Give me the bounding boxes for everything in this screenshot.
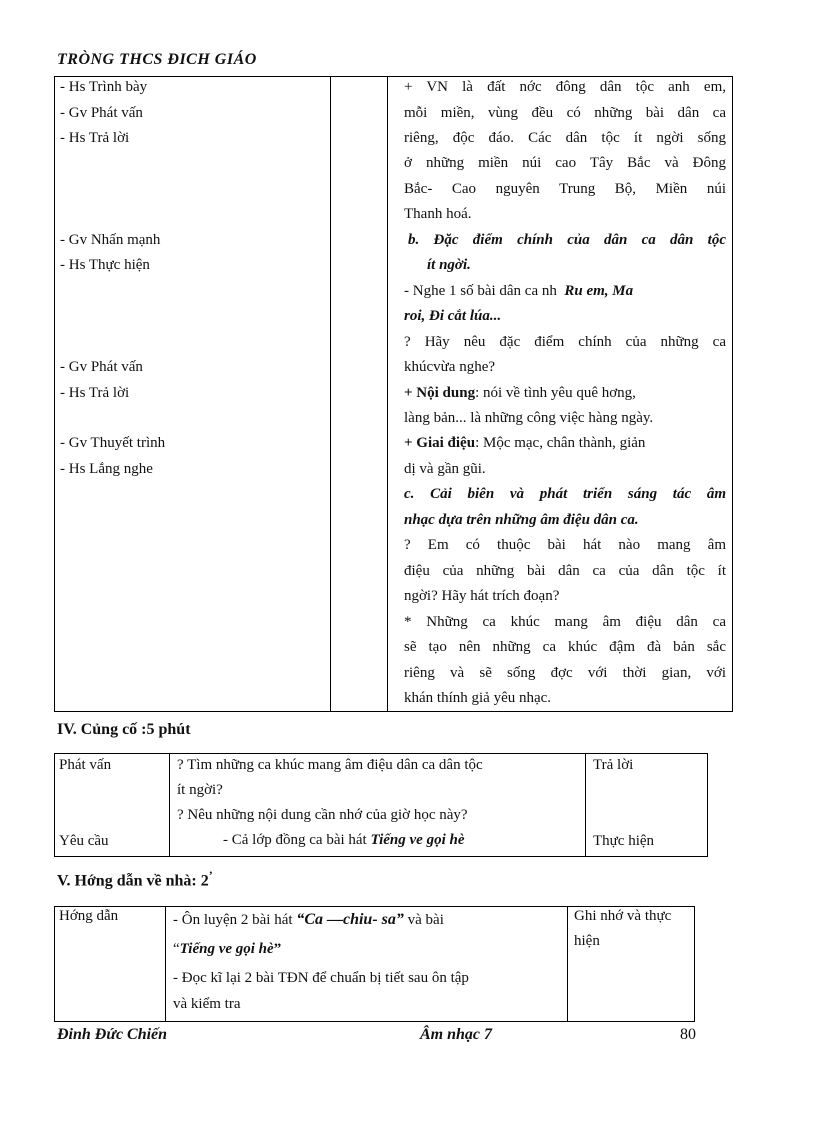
content-line: Bắc- Cao nguyên Trung Bộ, Miền núi xyxy=(404,181,726,197)
homework-response-2: hiện xyxy=(574,933,600,949)
column-divider xyxy=(165,907,166,1021)
review-task-song: Tiếng ve gọi hè xyxy=(370,832,465,848)
section-5-title-mark: ’ xyxy=(208,868,213,882)
content-text: : nói về tình yêu quê hơng, xyxy=(475,385,636,401)
review-question-1: ? Tìm những ca khúc mang âm điệu dân ca dân tộc xyxy=(177,757,483,773)
table-row: - Gv Phát vấn xyxy=(60,105,143,121)
table-row: - Hs Trình bày xyxy=(60,79,148,95)
subheading-b: b. Đặc điểm chính của dân ca dân tộc xyxy=(408,232,726,248)
homework-quote-open: “ xyxy=(173,941,180,957)
listen-prefix: - Nghe 1 số bài dân ca nh xyxy=(404,283,557,299)
content-line: điệu của những bài dân ca của dân tộc ít xyxy=(404,563,726,579)
review-response-1: Trả lời xyxy=(593,757,634,773)
table-row: - Hs Thực hiện xyxy=(60,257,150,273)
subheading-c: c. Cải biên và phát triển sáng tác âm xyxy=(404,486,726,502)
content-line xyxy=(404,283,726,300)
teacher-student-column xyxy=(55,77,331,711)
song-list-cont: roi, Đi cắt lúa... xyxy=(404,308,502,324)
column-divider xyxy=(567,907,568,1021)
school-header: TRÒNG THCS ĐICH GIÁO xyxy=(57,51,257,68)
section-4-title: IV. Củng cố :5 phút xyxy=(57,721,191,738)
melody-label: + Giai điệu xyxy=(404,435,476,451)
table-row: - Gv Nhấn mạnh xyxy=(60,232,161,248)
review-question-1-cont: ít ngời? xyxy=(177,782,223,798)
content-line: + VN là đất nớc đông dân tộc anh em, xyxy=(404,79,726,95)
content-line: riêng, độc đáo. Các dân tộc ít ngời sống xyxy=(404,130,726,146)
activity-table xyxy=(54,76,733,712)
homework-text-2: và bài xyxy=(403,912,444,928)
table-row: - Hs Trả lời xyxy=(60,130,130,146)
homework-song-2: Tiếng ve gọi hè xyxy=(179,941,274,957)
review-action-2: Yêu cầu xyxy=(59,833,109,849)
section-5-title-text: V. Hớng dẫn về nhà: 2 xyxy=(57,872,209,890)
homework-quote-close: ” xyxy=(273,941,282,957)
review-table xyxy=(54,753,708,857)
footer-subject: Âm nhạc 7 xyxy=(420,1026,493,1043)
content-line: Thanh hoá. xyxy=(404,206,472,222)
content-line xyxy=(404,435,726,452)
content-line: ngời? Hãy hát trích đoạn? xyxy=(404,588,560,604)
table-row: - Hs Lắng nghe xyxy=(60,461,153,477)
review-action-1: Phát vấn xyxy=(59,757,112,773)
melody-text: : Mộc mạc, chân thành, giản xyxy=(475,435,646,451)
footer-author: Đinh Đức Chiến xyxy=(57,1026,168,1043)
subheading-c-cont: nhạc dựa trên những âm điệu dân ca. xyxy=(404,512,639,528)
homework-line-2 xyxy=(173,941,281,958)
section-5-title xyxy=(57,868,213,890)
column-divider xyxy=(169,754,170,856)
review-question-2: ? Nêu những nội dung cần nhớ của giờ học này? xyxy=(177,807,468,823)
column-divider xyxy=(585,754,586,856)
page-number: 80 xyxy=(680,1026,696,1043)
content-line: ? Hãy nêu đặc điểm chính của những ca xyxy=(404,334,726,350)
song-list: Ru em, Ma xyxy=(564,283,634,299)
homework-table xyxy=(54,906,695,1022)
homework-line-1 xyxy=(173,911,444,929)
review-task-text: - Cả lớp đồng ca bài hát xyxy=(223,832,371,848)
content-line: riêng và sẽ sống đợc với thời gian, với xyxy=(404,665,726,681)
content-line: khán thính giả yêu nhạc. xyxy=(404,690,552,706)
homework-line-3: - Đọc kĩ lại 2 bài TĐN để chuẩn bị tiết sau ôn tập xyxy=(173,970,469,986)
homework-text-1: - Ôn luyện 2 bài hát xyxy=(173,912,297,928)
homework-label: Hớng dẫn xyxy=(59,908,119,924)
review-task xyxy=(223,832,465,849)
table-row: - Gv Phát vấn xyxy=(60,359,143,375)
content-line: khúcvừa nghe? xyxy=(404,359,496,375)
content-line: dị và gần gũi. xyxy=(404,461,486,477)
content-line: * Những ca khúc mang âm điệu dân ca xyxy=(404,614,726,630)
content-line xyxy=(404,385,726,402)
content-line: sẽ tạo nên những ca khúc đậm đà bản sắc xyxy=(404,639,726,655)
table-row: - Hs Trả lời xyxy=(60,385,130,401)
homework-response-1: Ghi nhớ và thực xyxy=(574,908,672,924)
content-line: ở những miền núi cao Tây Bắc và Đông xyxy=(404,155,726,171)
homework-song-1: “Ca —chiu- sa” xyxy=(296,911,404,928)
content-line: mỗi miền, vùng đều có những bài dân ca xyxy=(404,105,726,121)
content-label: + Nội dung xyxy=(404,385,476,401)
empty-column xyxy=(331,77,388,711)
review-response-2: Thực hiện xyxy=(593,833,655,849)
content-line: làng bản... là những công việc hàng ngày. xyxy=(404,410,654,426)
subheading-b-cont: ít ngời. xyxy=(427,257,471,273)
homework-line-4: và kiểm tra xyxy=(173,996,241,1012)
content-column xyxy=(388,77,732,711)
content-line: ? Em có thuộc bài hát nào mang âm xyxy=(404,537,726,553)
table-row: - Gv Thuyết trình xyxy=(60,435,166,451)
